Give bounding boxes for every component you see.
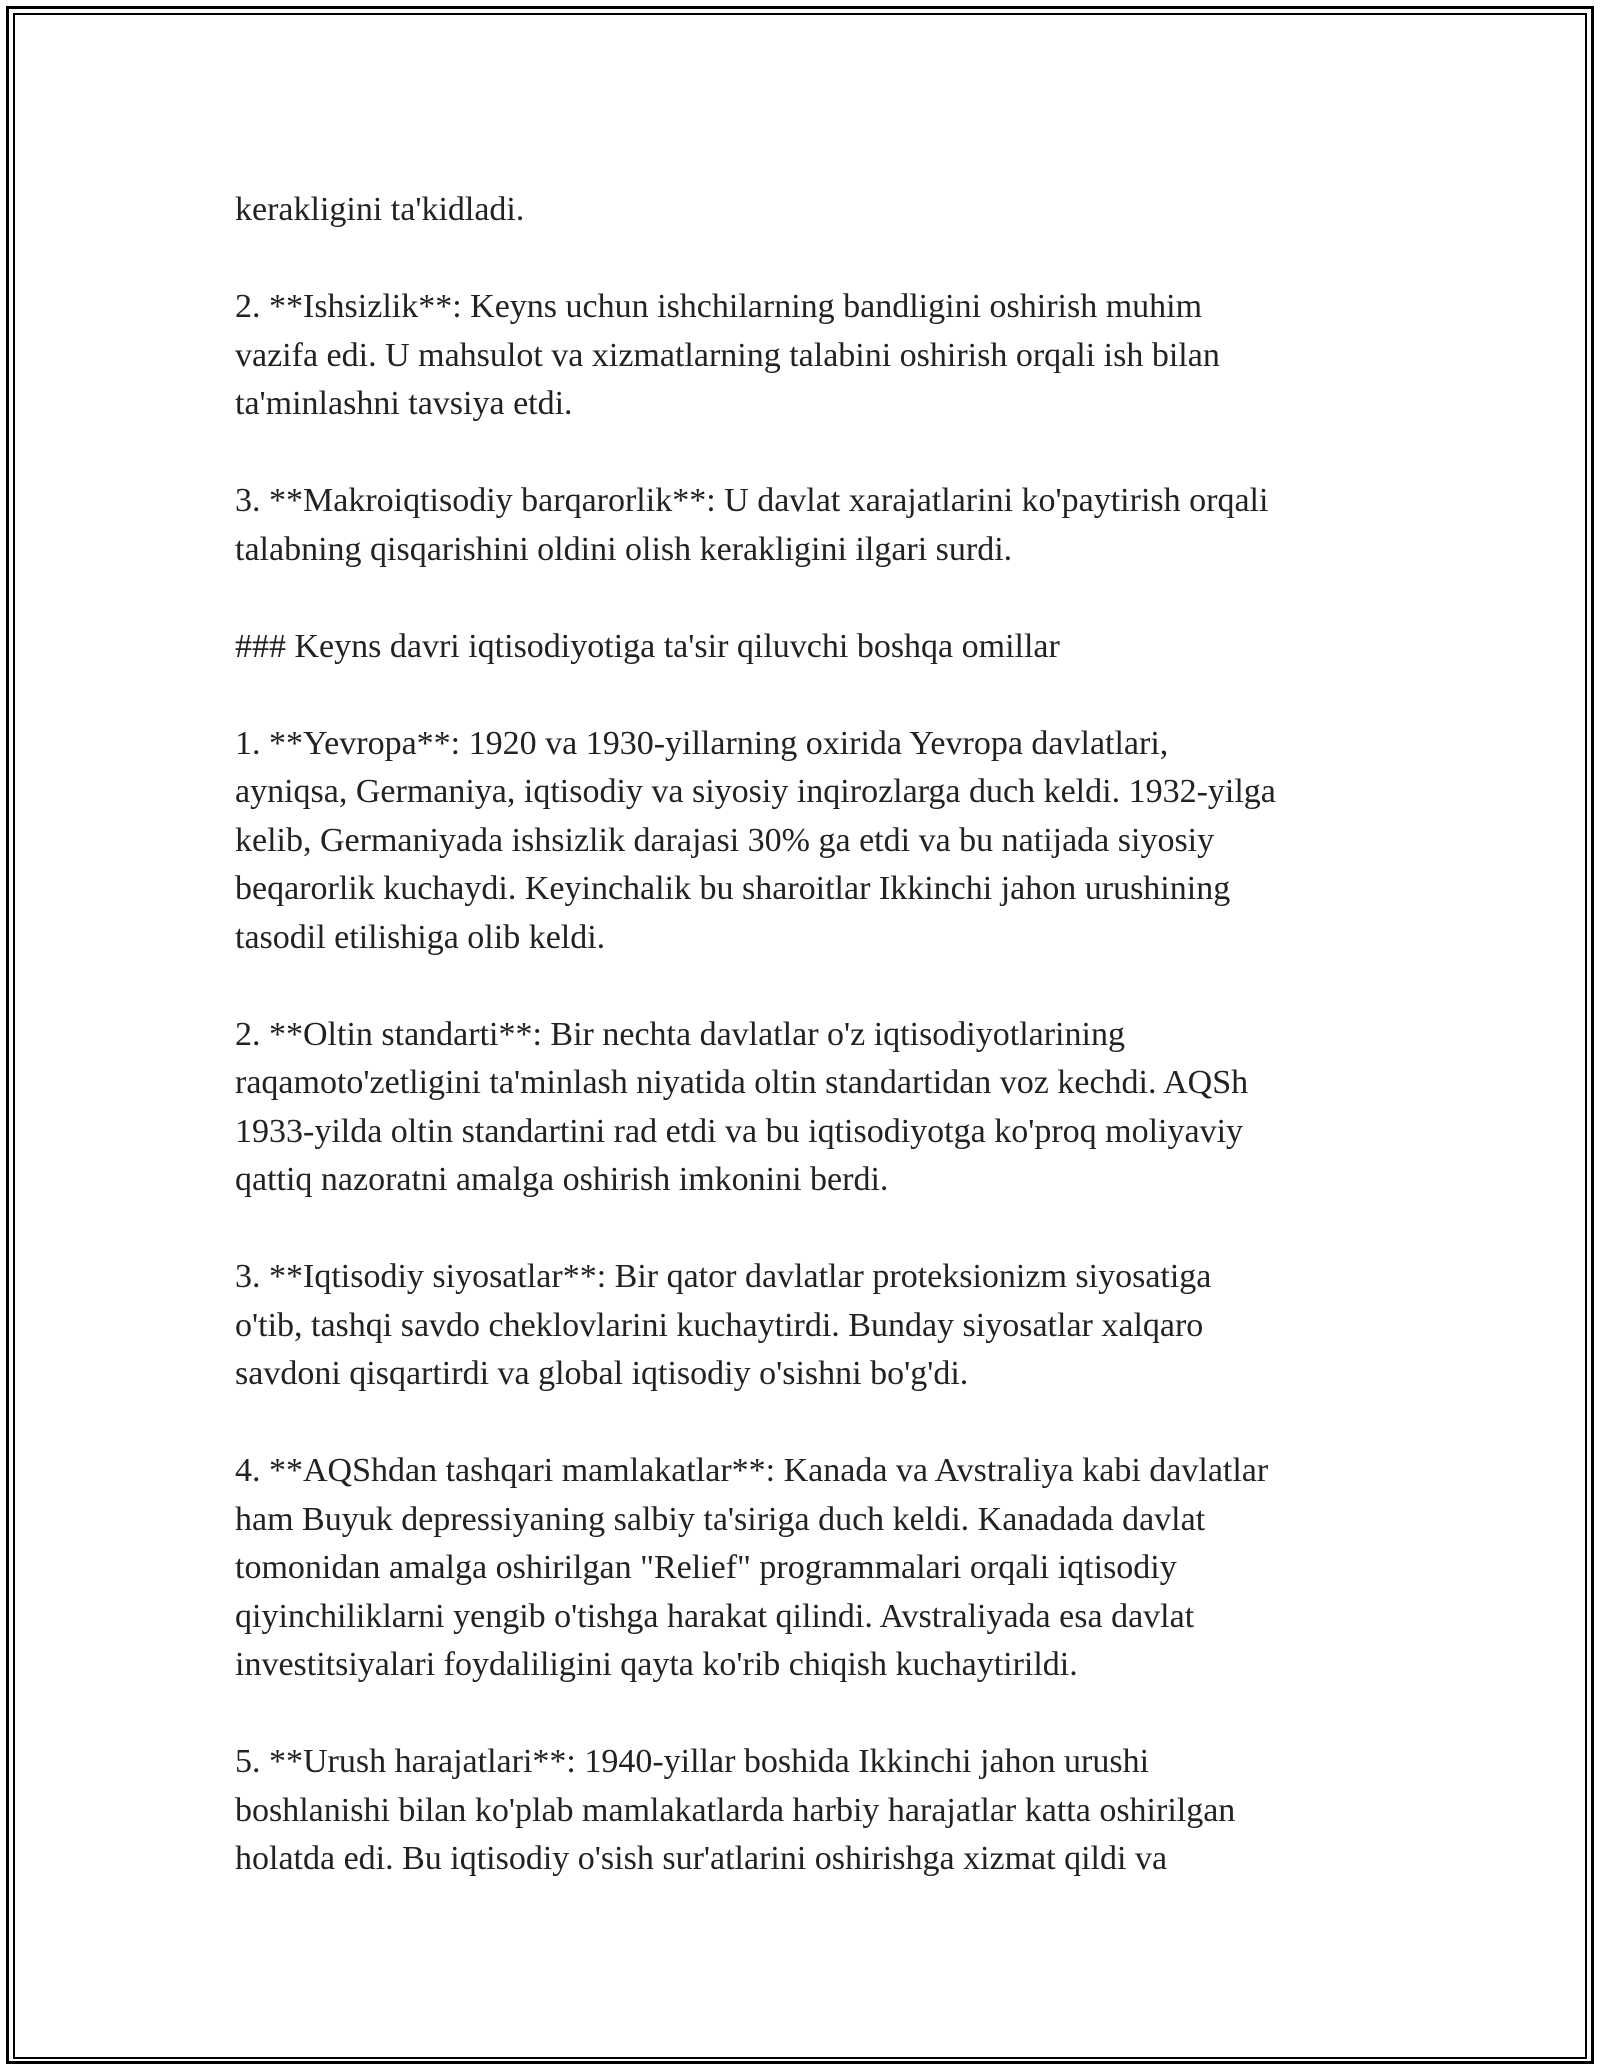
list-item-makroiqtisodiy-barqarorlik: 3. **Makroiqtisodiy barqarorlik**: U davlat xarajatlarini ko'paytirish orqali talabning qisqarishini oldini olish kerakligini ilgari surdi. <box>235 482 1269 568</box>
list-item-oltin-standarti: 2. **Oltin standarti**: Bir nechta davlatlar o'z iqtisodiyotlarining raqamoto'zetligini ta'minlash niyatida oltin standartidan voz kechdi. AQSh 1933-yilda oltin standartini rad etdi va bu iqtisodiyotga ko'proq moliyaviy qattiq nazoratni amalga oshirish imkonini berdi. <box>235 1015 1249 1198</box>
list-item-ishsizlik: 2. **Ishsizlik**: Keyns uchun ishchilarning bandligini oshirish muhim vazifa edi. U mahsulot va xizmatlarning talabini oshirish orqali ish bilan ta'minlashni tavsiya etdi. <box>235 288 1220 422</box>
list-item-urush-harajatlari: 5. **Urush harajatlari**: 1940-yillar boshida Ikkinchi jahon urushi boshlanishi bilan ko'plab mamlakatlarda harbiy harajatlar katta oshirilgan holatda edi. Bu iqtisodiy o'sish sur'atlarini oshirishga xizmat qildi va <box>235 1743 1236 1877</box>
document-body <box>235 186 1375 1884</box>
section-heading: ### Keyns davri iqtisodiyotiga ta'sir qiluvchi boshqa omillar <box>235 627 1060 665</box>
list-item-yevropa: 1. **Yevropa**: 1920 va 1930-yillarning oxirida Yevropa davlatlari, ayniqsa, Germaniya, iqtisodiy va siyosiy inqirozlarga duch keldi. 1932-yilga kelib, Germaniyada ishsizlik darajasi 30% ga etdi va bu natijada siyosiy beqarorlik kuchaydi. Keyinchalik bu sharoitlar Ikkinchi jahon urushining tasodil etilishiga olib keldi. <box>235 724 1276 956</box>
list-item-iqtisodiy-siyosatlar: 3. **Iqtisodiy siyosatlar**: Bir qator davlatlar proteksionizm siyosatiga o'tib, tashqi savdo cheklovlarini kuchaytirdi. Bunday siyosatlar xalqaro savdoni qisqartirdi va global iqtisodiy o'sishni bo'g'di. <box>235 1258 1212 1392</box>
list-item-aqshdan-tashqari: 4. **AQShdan tashqari mamlakatlar**: Kanada va Avstraliya kabi davlatlar ham Buyuk depressiyaning salbiy ta'siriga duch keldi. Kanadada davlat tomonidan amalga oshirilgan "Relief" programmalari orqali iqtisodiy qiyinchiliklarni yengib o'tishga harakat qilindi. Avstraliyada esa davlat investitsiyalari foydaliligini qayta ko'rib chiqish kuchaytirildi. <box>235 1452 1269 1683</box>
paragraph-continuation: kerakligini ta'kidladi. <box>235 191 525 228</box>
